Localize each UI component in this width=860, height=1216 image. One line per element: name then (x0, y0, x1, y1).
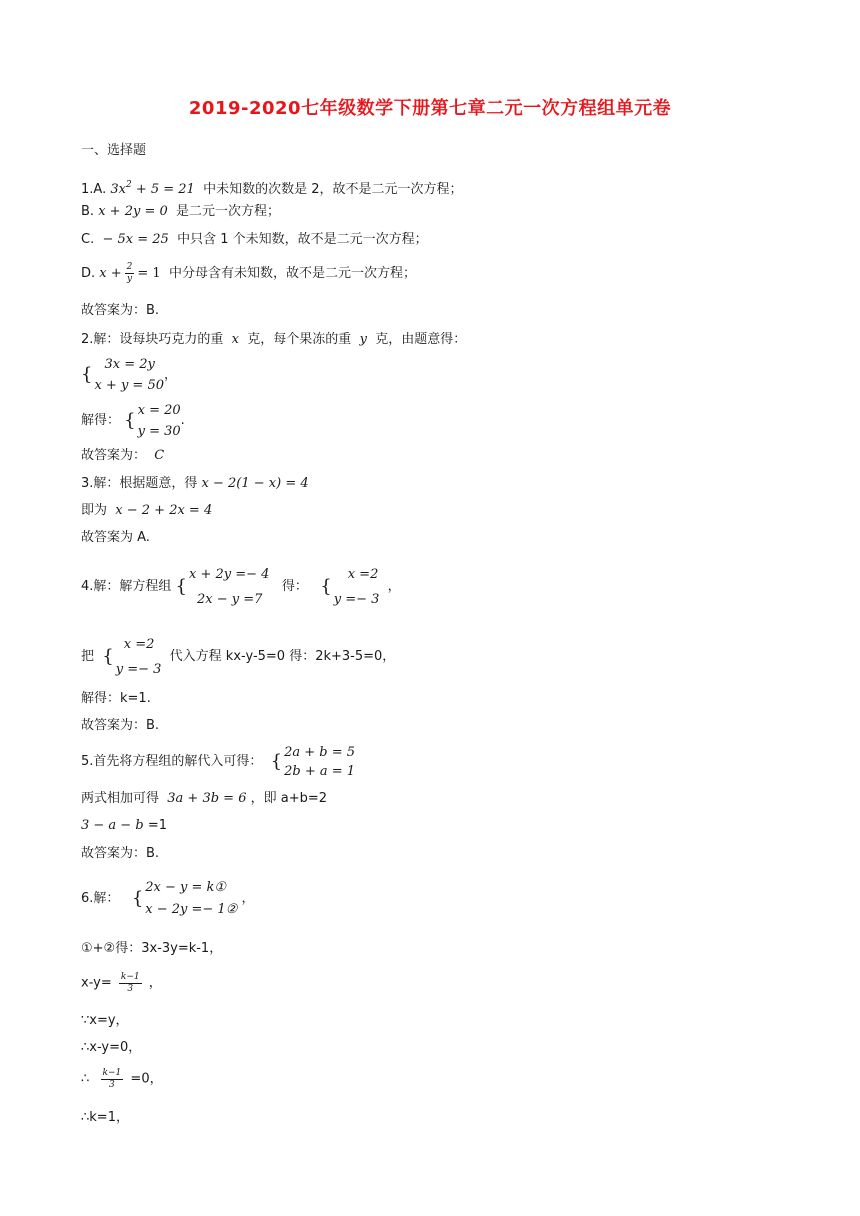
q1-b-equation: x + 2y = 0 (98, 204, 168, 219)
q6-fraction-a: $\frac{k-1}{3}$ (120, 972, 140, 994)
q6-system: 6.解： { 2x − y = k① x − 2y =− 1② ， (81, 880, 255, 917)
q3-step1: 3.解：根据题意，得 x − 2(1 − x) = 4 (81, 476, 309, 491)
q4-system: 4.解：解方程组 { x + 2y =− 4 2x − y =7 得： { x =2 y =− 3 ， (81, 567, 401, 607)
q6-step2: x-y= $\frac{k-1}{3}$ ， (81, 972, 162, 994)
q1-option-d: D. x + $\frac{2}{y}$ = 1 中分母含有未知数，故不是二元一次方程； (81, 262, 416, 284)
q1-option-c: C. − 5x = 25 中只含 1 个未知数，故不是二元一次方程； (81, 232, 428, 247)
q1-option-b: B. x + 2y = 0 是二元一次方程； (81, 204, 281, 219)
q5-system: 5.首先将方程组的解代入可得： { 2a + b = 5 2b + a = 1 (81, 745, 356, 779)
page-title: 2019-2020七年级数学下册第七章二元一次方程组单元卷 (188, 98, 672, 119)
q2-equation-system: { 3x = 2y x + y = 50 ， (81, 357, 178, 393)
q4-substitute: 把 { x =2 y =− 3 代入方程 kx-y-5=0 得：2k+3-5=0， (81, 637, 396, 677)
q2-solution: 解得： { x = 20 y = 30 . (81, 403, 185, 439)
q5-sum: 两式相加可得 3a + 3b = 6 ，即 a+b=2 (81, 791, 328, 806)
q1-option-a: 1.A. $3x^2 + 5 = 21$ 中未知数的次数是 2，故不是二元一次方程； (81, 180, 463, 197)
q6-step5: ∴ $\frac{k-1}{3}$ =0， (81, 1068, 163, 1090)
q6-step6: ∴k=1， (81, 1110, 129, 1125)
q1-answer: 故答案为：B. (81, 303, 160, 318)
q5-result: 3 − a − b =1 (81, 818, 167, 833)
q6-step1: ①+②得：3x-3y=k-1， (81, 941, 223, 956)
q6-fraction-b: $\frac{k-1}{3}$ (102, 1068, 122, 1090)
q2-answer: 故答案为： C (81, 448, 165, 463)
q6-step4: ∴x-y=0， (81, 1040, 142, 1055)
q4-solve: 解得：k=1. (81, 691, 151, 706)
section-heading: 一、选择题 (81, 143, 147, 158)
q3-step2: 即为 x − 2 + 2x = 4 (81, 503, 213, 518)
q4-answer: 故答案为：B. (81, 718, 160, 733)
q5-answer: 故答案为：B. (81, 846, 160, 861)
q1-d-fraction: $\frac{2}{y}$ (126, 262, 133, 284)
q1-a-equation: $3x^2 + 5 = 21$ (110, 180, 195, 197)
q6-step3: ∵x=y， (81, 1013, 129, 1028)
q2-intro: 2.解：设每块巧克力的重 x 克，每个果冻的重 y 克，由题意得： (81, 332, 467, 347)
q3-answer: 故答案为 A. (81, 530, 150, 545)
q1-c-equation: − 5x = 25 (102, 232, 169, 247)
